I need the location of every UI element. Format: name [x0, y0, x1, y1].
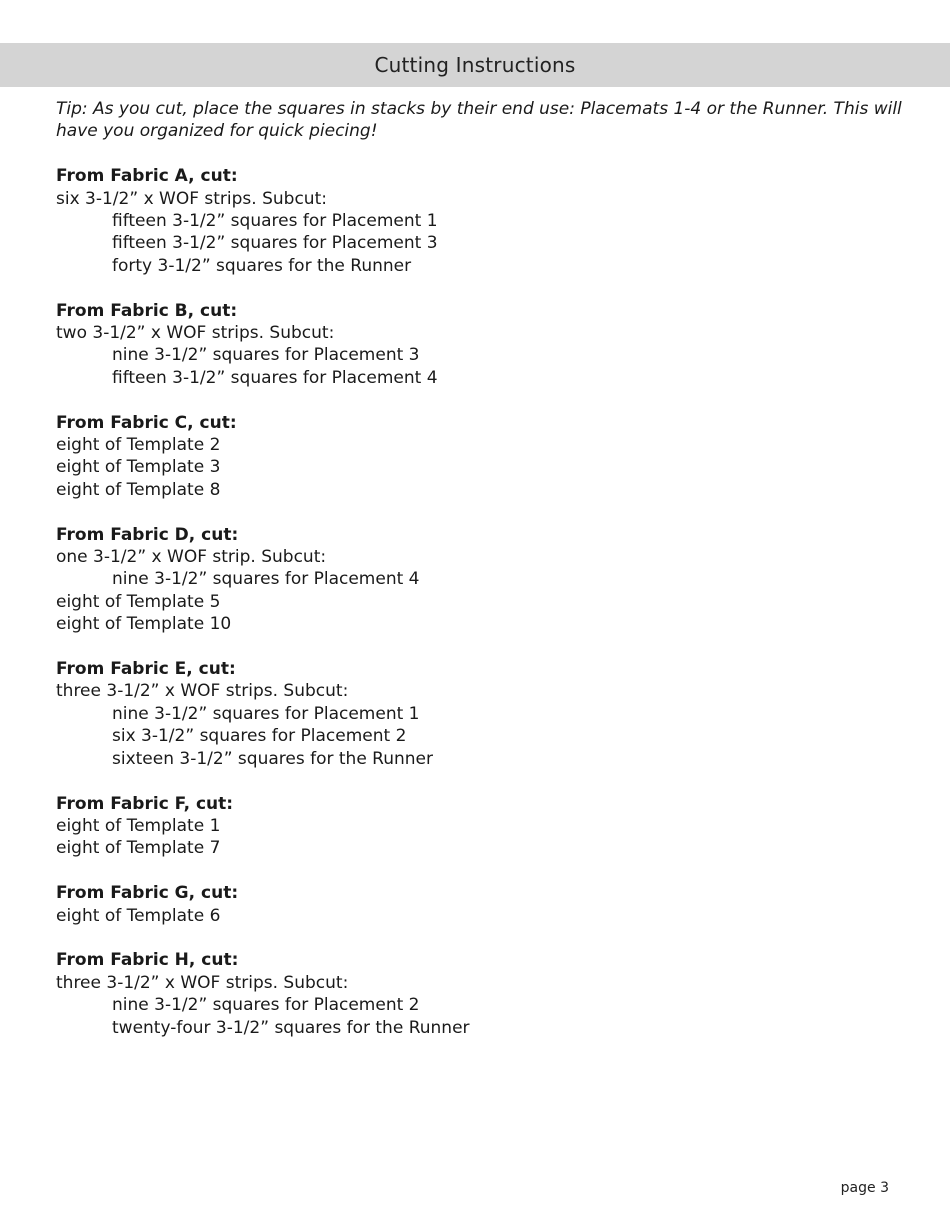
subcut-line: nine 3-1/2” squares for Placement 3	[112, 345, 420, 366]
fabric-section	[56, 412, 906, 502]
subcut-line: nine 3-1/2” squares for Placement 1	[112, 703, 420, 724]
fabric-section	[56, 658, 906, 770]
fabric-heading: From Fabric G, cut:	[56, 883, 239, 904]
cut-line: eight of Template 5	[56, 591, 221, 612]
cut-line: eight of Template 3	[56, 457, 221, 478]
subcut-line: sixteen 3-1/2” squares for the Runner	[112, 748, 433, 769]
subcut-line: forty 3-1/2” squares for the Runner	[112, 255, 412, 276]
page-title: Cutting Instructions	[374, 53, 576, 77]
fabric-section	[56, 300, 906, 390]
subcut-line: fifteen 3-1/2” squares for Placement 1	[112, 211, 438, 232]
cut-line: one 3-1/2” x WOF strip. Subcut:	[56, 547, 327, 568]
cut-line: eight of Template 2	[56, 435, 221, 456]
fabric-heading: From Fabric B, cut:	[56, 300, 238, 321]
subcut-line: twenty-four 3-1/2” squares for the Runner	[112, 1017, 470, 1038]
subcut-line: nine 3-1/2” squares for Placement 2	[112, 995, 420, 1016]
fabric-heading: From Fabric H, cut:	[56, 950, 239, 971]
tip-text: Tip: As you cut, place the squares in stacks by their end use: Placemats 1-4 or the Runner. This will have you organized for quick piecing!	[56, 99, 902, 142]
cut-line: two 3-1/2” x WOF strips. Subcut:	[56, 323, 335, 344]
document-body	[56, 98, 906, 1061]
subcut-line: nine 3-1/2” squares for Placement 4	[112, 569, 420, 590]
subcut-line: fifteen 3-1/2” squares for Placement 3	[112, 233, 438, 254]
cut-line: eight of Template 6	[56, 905, 221, 926]
cut-line: three 3-1/2” x WOF strips. Subcut:	[56, 681, 349, 702]
subcut-line: fifteen 3-1/2” squares for Placement 4	[112, 367, 438, 388]
cut-line: three 3-1/2” x WOF strips. Subcut:	[56, 972, 349, 993]
cut-line: eight of Template 1	[56, 815, 221, 836]
cut-line: eight of Template 10	[56, 614, 232, 635]
fabric-heading: From Fabric E, cut:	[56, 659, 236, 680]
fabric-heading: From Fabric A, cut:	[56, 166, 238, 187]
cut-line: eight of Template 8	[56, 479, 221, 500]
cut-line: six 3-1/2” x WOF strips. Subcut:	[56, 188, 327, 209]
fabric-section	[56, 793, 906, 860]
fabric-section	[56, 949, 906, 1039]
fabric-heading: From Fabric F, cut:	[56, 793, 234, 814]
subcut-line: six 3-1/2” squares for Placement 2	[112, 726, 407, 747]
fabric-section	[56, 882, 906, 927]
fabric-section	[56, 165, 906, 277]
fabric-heading: From Fabric D, cut:	[56, 524, 239, 545]
fabric-section	[56, 524, 906, 636]
fabric-heading: From Fabric C, cut:	[56, 412, 237, 433]
page-number: page 3	[840, 1180, 889, 1196]
cutting-sections	[56, 165, 906, 1039]
header-bar	[0, 43, 950, 87]
cut-line: eight of Template 7	[56, 838, 221, 859]
